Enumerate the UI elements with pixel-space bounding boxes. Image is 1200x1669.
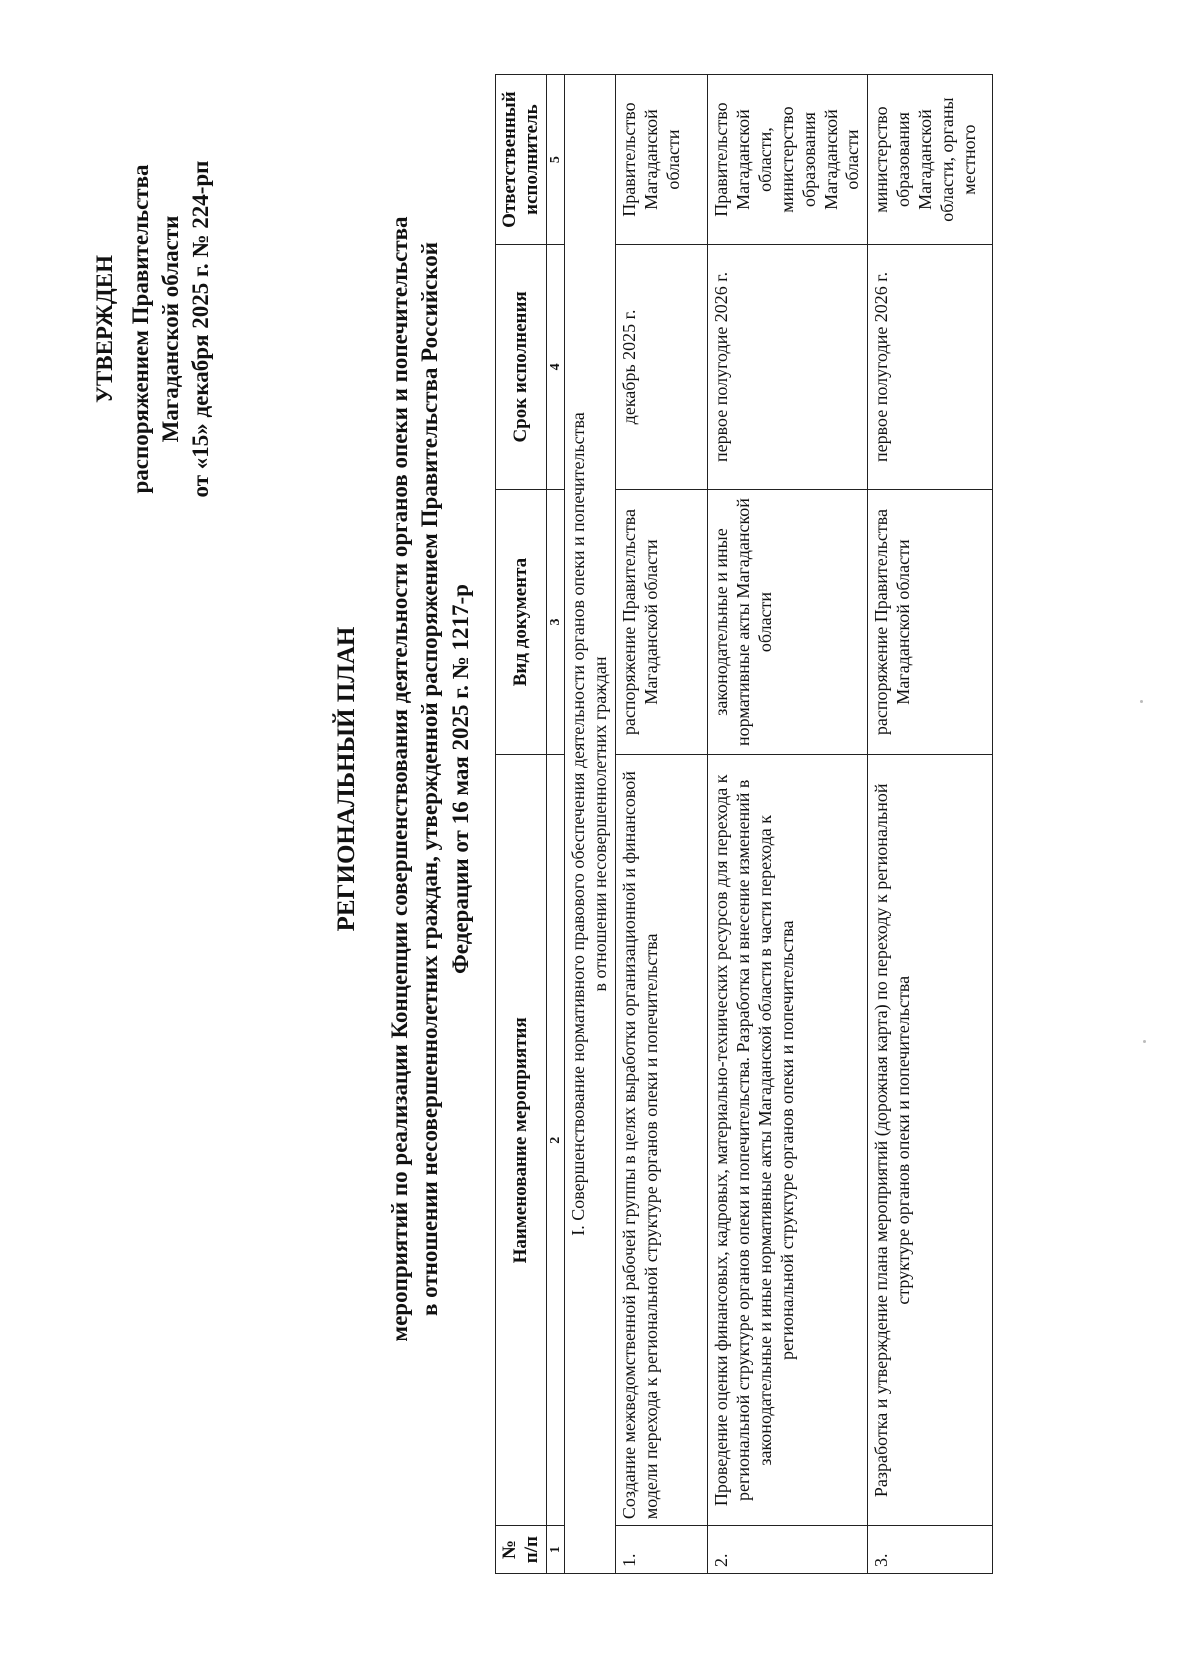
column-number: 4 [546,245,564,490]
document-title: РЕГИОНАЛЬНЫЙ ПЛАН [333,626,360,932]
approval-stamp-block [90,69,216,589]
document-subtitle-line-3: Федерации от 16 мая 2025 г. № 1217-р [447,584,473,974]
row-doc: законодательные и иные нормативные акты Магаданской области [707,489,868,755]
row-doc: распоряжение Правительства Магаданской области [615,489,707,755]
row-num: 3. [868,1526,993,1574]
section-heading-line-2: в отношении несовершеннолетних граждан [589,656,610,992]
column-number-row [546,75,564,1574]
section-heading [564,75,615,1574]
row-resp: Правительство Магаданской области, министерство образования Магаданской области [707,75,868,245]
header-resp: Ответственный исполнитель [496,75,547,245]
header-num: № п/п [496,1526,547,1574]
column-number: 1 [546,1526,564,1574]
document-subtitle-line-2: в отношении несовершеннолетних граждан, утвержденной распоряжением Правительства Российской [417,242,443,1316]
table-row [707,75,868,1574]
column-number: 3 [546,489,564,755]
row-doc: распоряжение Правительства Магаданской области [868,489,993,755]
section-row [564,75,615,1574]
document-title-block [330,129,476,1429]
section-heading-line-1: I. Совершенствование нормативного правового обеспечения деятельности органов опеки и попечительства [567,412,588,1236]
header-name: Наименование мероприятия [496,755,547,1526]
row-term: декабрь 2025 г. [615,245,707,490]
table-row [615,75,707,1574]
plan-table [495,74,993,1574]
approval-heading: УТВЕРЖДЕН [92,255,117,403]
scan-speck [1140,700,1143,703]
approval-line-4: от «15» декабря 2025 г. № 224-рп [187,160,213,498]
document-subtitle-line-1: мероприятий по реализации Концепции совершенствования деятельности органов опеки и попечительства [387,216,412,1342]
header-term: Срок исполнения [496,245,547,490]
header-doc: Вид документа [496,489,547,755]
approval-line-2: распоряжением Правительства [127,164,153,494]
row-name: Разработка и утверждение плана мероприятий (дорожная карта) по переходу к региональной структуре органов опеки и попечительства [868,755,993,1526]
row-name: Создание межведомственной рабочей группы в целях выработки организационной и финансовой модели перехода к региональной структуре органов опеки и попечительства [615,755,707,1526]
row-name: Проведение оценки финансовых, кадровых, материально-технических ресурсов для перехода к региональной структуре органов опеки и попечительства. Разработка и внесение изменений в законодательные и иные нормативные акты Магаданской области в части перехода к региональной структуре органов опеки и попечительства [707,755,868,1526]
row-resp: Правительство Магаданской области [615,75,707,245]
row-resp: министерство образования Магаданской области, органы местного [868,75,993,245]
approval-line-3: Магаданской области [157,215,183,443]
row-term: первое полугодие 2026 г. [707,245,868,490]
table-header-row [496,75,547,1574]
table-row [868,75,993,1574]
row-num: 2. [707,1526,868,1574]
scan-speck [1143,1040,1146,1043]
row-term: первое полугодие 2026 г. [868,245,993,490]
row-num: 1. [615,1526,707,1574]
column-number: 2 [546,755,564,1526]
column-number: 5 [546,75,564,245]
